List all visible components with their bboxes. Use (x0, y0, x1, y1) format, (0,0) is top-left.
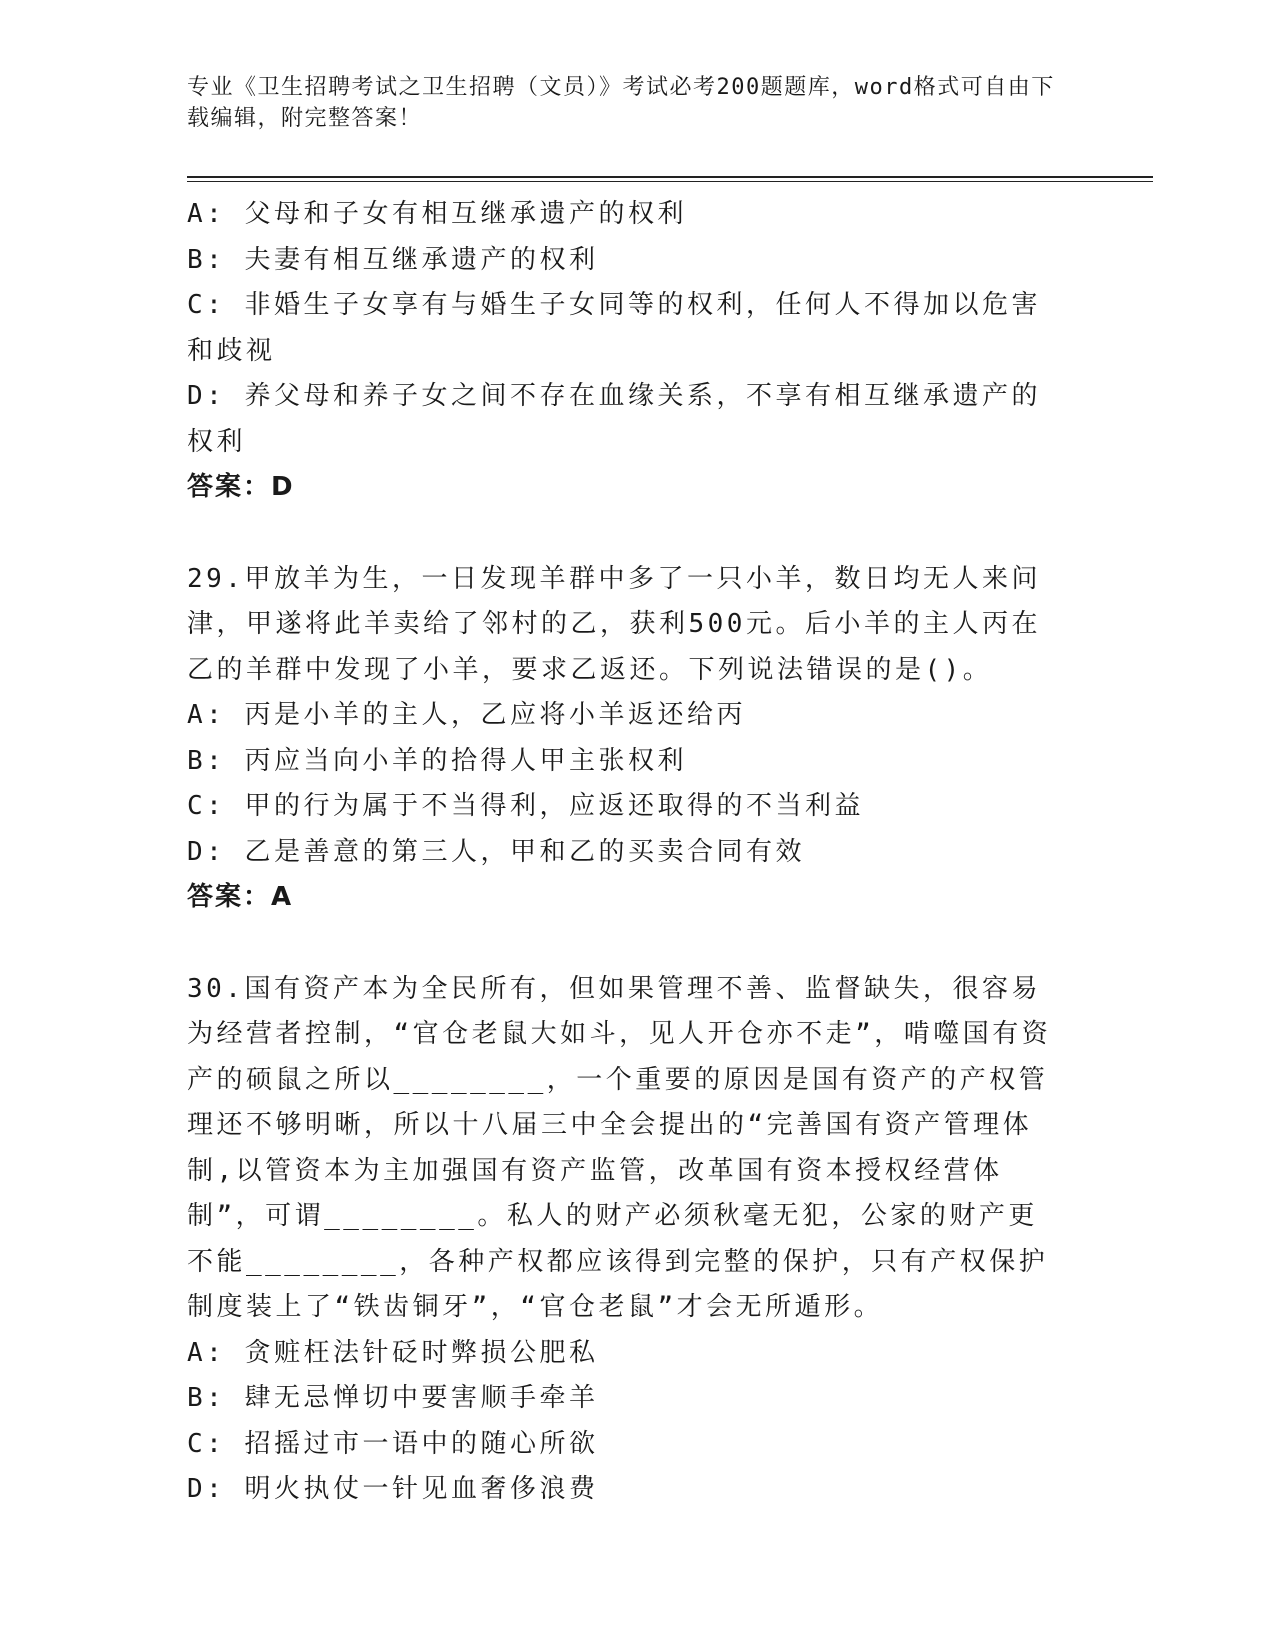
spacer (187, 921, 1067, 967)
option-a: A: 丙是小羊的主人，乙应将小羊返还给丙 (187, 700, 746, 730)
option-d: D: 乙是善意的第三人，甲和乙的买卖合同有效 (187, 836, 805, 867)
option-d: D: 养父母和养子女之间不存在血缘关系，不享有相互继承遗产的权利 (187, 381, 1041, 457)
question-content (187, 192, 1067, 1513)
question-30 (187, 967, 1067, 1513)
option-a: A: 父母和子女有相互继承遗产的权利 (187, 199, 687, 229)
option-d: D: 明火执仗一针见血奢侈浪费 (187, 1474, 599, 1504)
option-b: B: 肆无忌惮切中要害顺手牵羊 (187, 1383, 599, 1413)
option-b: B: 丙应当向小羊的拾得人甲主张权利 (187, 745, 687, 776)
header-rule-thick (187, 176, 1153, 178)
question-text: 30.国有资产本为全民所有，但如果管理不善、监督缺失，很容易为经营者控制，“官仓老鼠大如斗，见人开仓亦不走”，啃噬国有资产的硕鼠之所以________，一个重要的原因是国有资产的产权管理还不够明晰，所以十八届三中全会提出的“完善国有资产管理体制,以管资本为主加强国有资产监管，改革国有资本授权经营体制”，可谓________。私人的财产必须秋毫无犯，公家的财产更不能________，各种产权都应该得到完整的保护，只有产权保护制度装上了“铁齿铜牙”，“官仓老鼠”才会无所遁形。 (187, 973, 1052, 1322)
option-a: A: 贪赃枉法针砭时弊损公肥私 (187, 1337, 599, 1368)
option-c: C: 甲的行为属于不当得利，应返还取得的不当利益 (187, 791, 864, 821)
option-b: B: 夫妻有相互继承遗产的权利 (187, 244, 599, 275)
answer: 答案：D (187, 472, 295, 502)
option-c: C: 非婚生子女享有与婚生子女同等的权利，任何人不得加以危害和歧视 (187, 290, 1041, 366)
answer: 答案：A (187, 882, 294, 912)
option-c: C: 招摇过市一语中的随心所欲 (187, 1428, 599, 1459)
question-28 (187, 192, 1067, 511)
page-header: 专业《卫生招聘考试之卫生招聘（文员）》考试必考200题题库，word格式可自由下载编辑，附完整答案！ (187, 75, 1055, 131)
spacer (187, 511, 1067, 557)
header-rule-thin (187, 181, 1153, 182)
question-29 (187, 557, 1067, 921)
question-text: 29.甲放羊为生，一日发现羊群中多了一只小羊，数日均无人来问津，甲遂将此羊卖给了邻村的乙，获利500元。后小羊的主人丙在乙的羊群中发现了小羊，要求乙返还。下列说法错误的是()。 (187, 563, 1041, 685)
